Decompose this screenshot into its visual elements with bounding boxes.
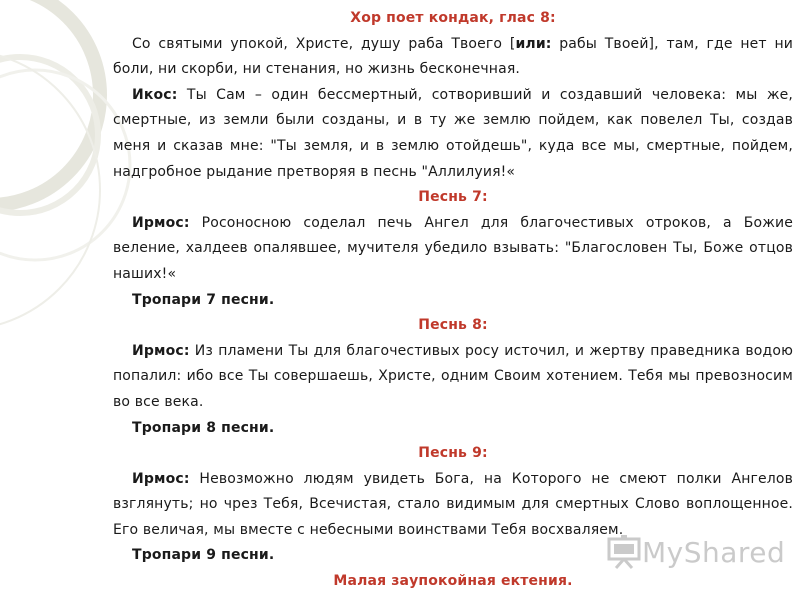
irmos-9-label: Ирмос: [132, 470, 190, 487]
watermark-text: MyShared [642, 535, 786, 569]
troparia-7: Тропари 7 песни. [132, 291, 275, 308]
irmos-7-text: Росоносною соделал печь Ангел для благочестивых отроков, а Божие веление, халдеев опалявшее, мучителя убедило взывать: "Благословен Ты, Боже отцов наших!« [113, 214, 793, 282]
troparia-8: Тропари 8 песни. [132, 419, 275, 436]
kondak-or-label: или: [515, 35, 552, 52]
watermark-logo [606, 535, 785, 569]
paragraph-kondak [113, 32, 793, 83]
heading-song-8: Песнь 8: [418, 317, 488, 334]
kondak-text-end: рабы Твоей], там, где нет ни боли, ни скорби, ни стенания, но жизнь бесконечная. [113, 35, 794, 78]
irmos-8-text: Из пламени Ты для благочестивых росу источил, и жертву праведника водою попалил: ибо все Ты совершаешь, Христе, одним Своим хотением. Тебя мы превозносим во все века. [113, 342, 793, 410]
paragraph-ikos [113, 83, 793, 185]
paragraph-irmos-7 [113, 211, 793, 288]
presentation-board-icon [606, 535, 642, 569]
footer-litany: Малая заупокойная ектения. [333, 573, 573, 590]
irmos-7-label: Ирмос: [132, 214, 190, 231]
paragraph-irmos-8 [113, 339, 793, 416]
paragraph-irmos-9 [113, 467, 793, 544]
irmos-8-label: Ирмос: [132, 342, 190, 359]
ikos-label: Икос: [132, 86, 178, 103]
ikos-text: Ты Сам – один бессмертный, сотворивший и создавший человека: мы же, смертные, из земли были созданы, и в ту же землю пойдем, как повелел Ты, создав меня и сказав мне: "Ты земля, и в землю отойдешь", куда все мы, смертные, пойдем, надгробное рыдание претворяя в песнь "Аллилуия!« [113, 86, 793, 180]
irmos-9-text: Невозможно людям увидеть Бога, на Которого не смеют полки Ангелов взглянуть; но чрез Тебя, Всечистая, стало видимым для смертных Слово воплощенное. Его величая, мы вместе с небесными воинствами Тебя восхваляем. [113, 470, 793, 538]
heading-song-7: Песнь 7: [418, 189, 488, 206]
heading-song-9: Песнь 9: [418, 445, 488, 462]
title: Хор поет кондак, глас 8: [350, 10, 556, 26]
document-body [113, 6, 793, 595]
troparia-9: Тропари 9 песни. [132, 547, 275, 564]
kondak-text-start: Со святыми упокой, Христе, душу раба Твоего [ [132, 35, 516, 52]
